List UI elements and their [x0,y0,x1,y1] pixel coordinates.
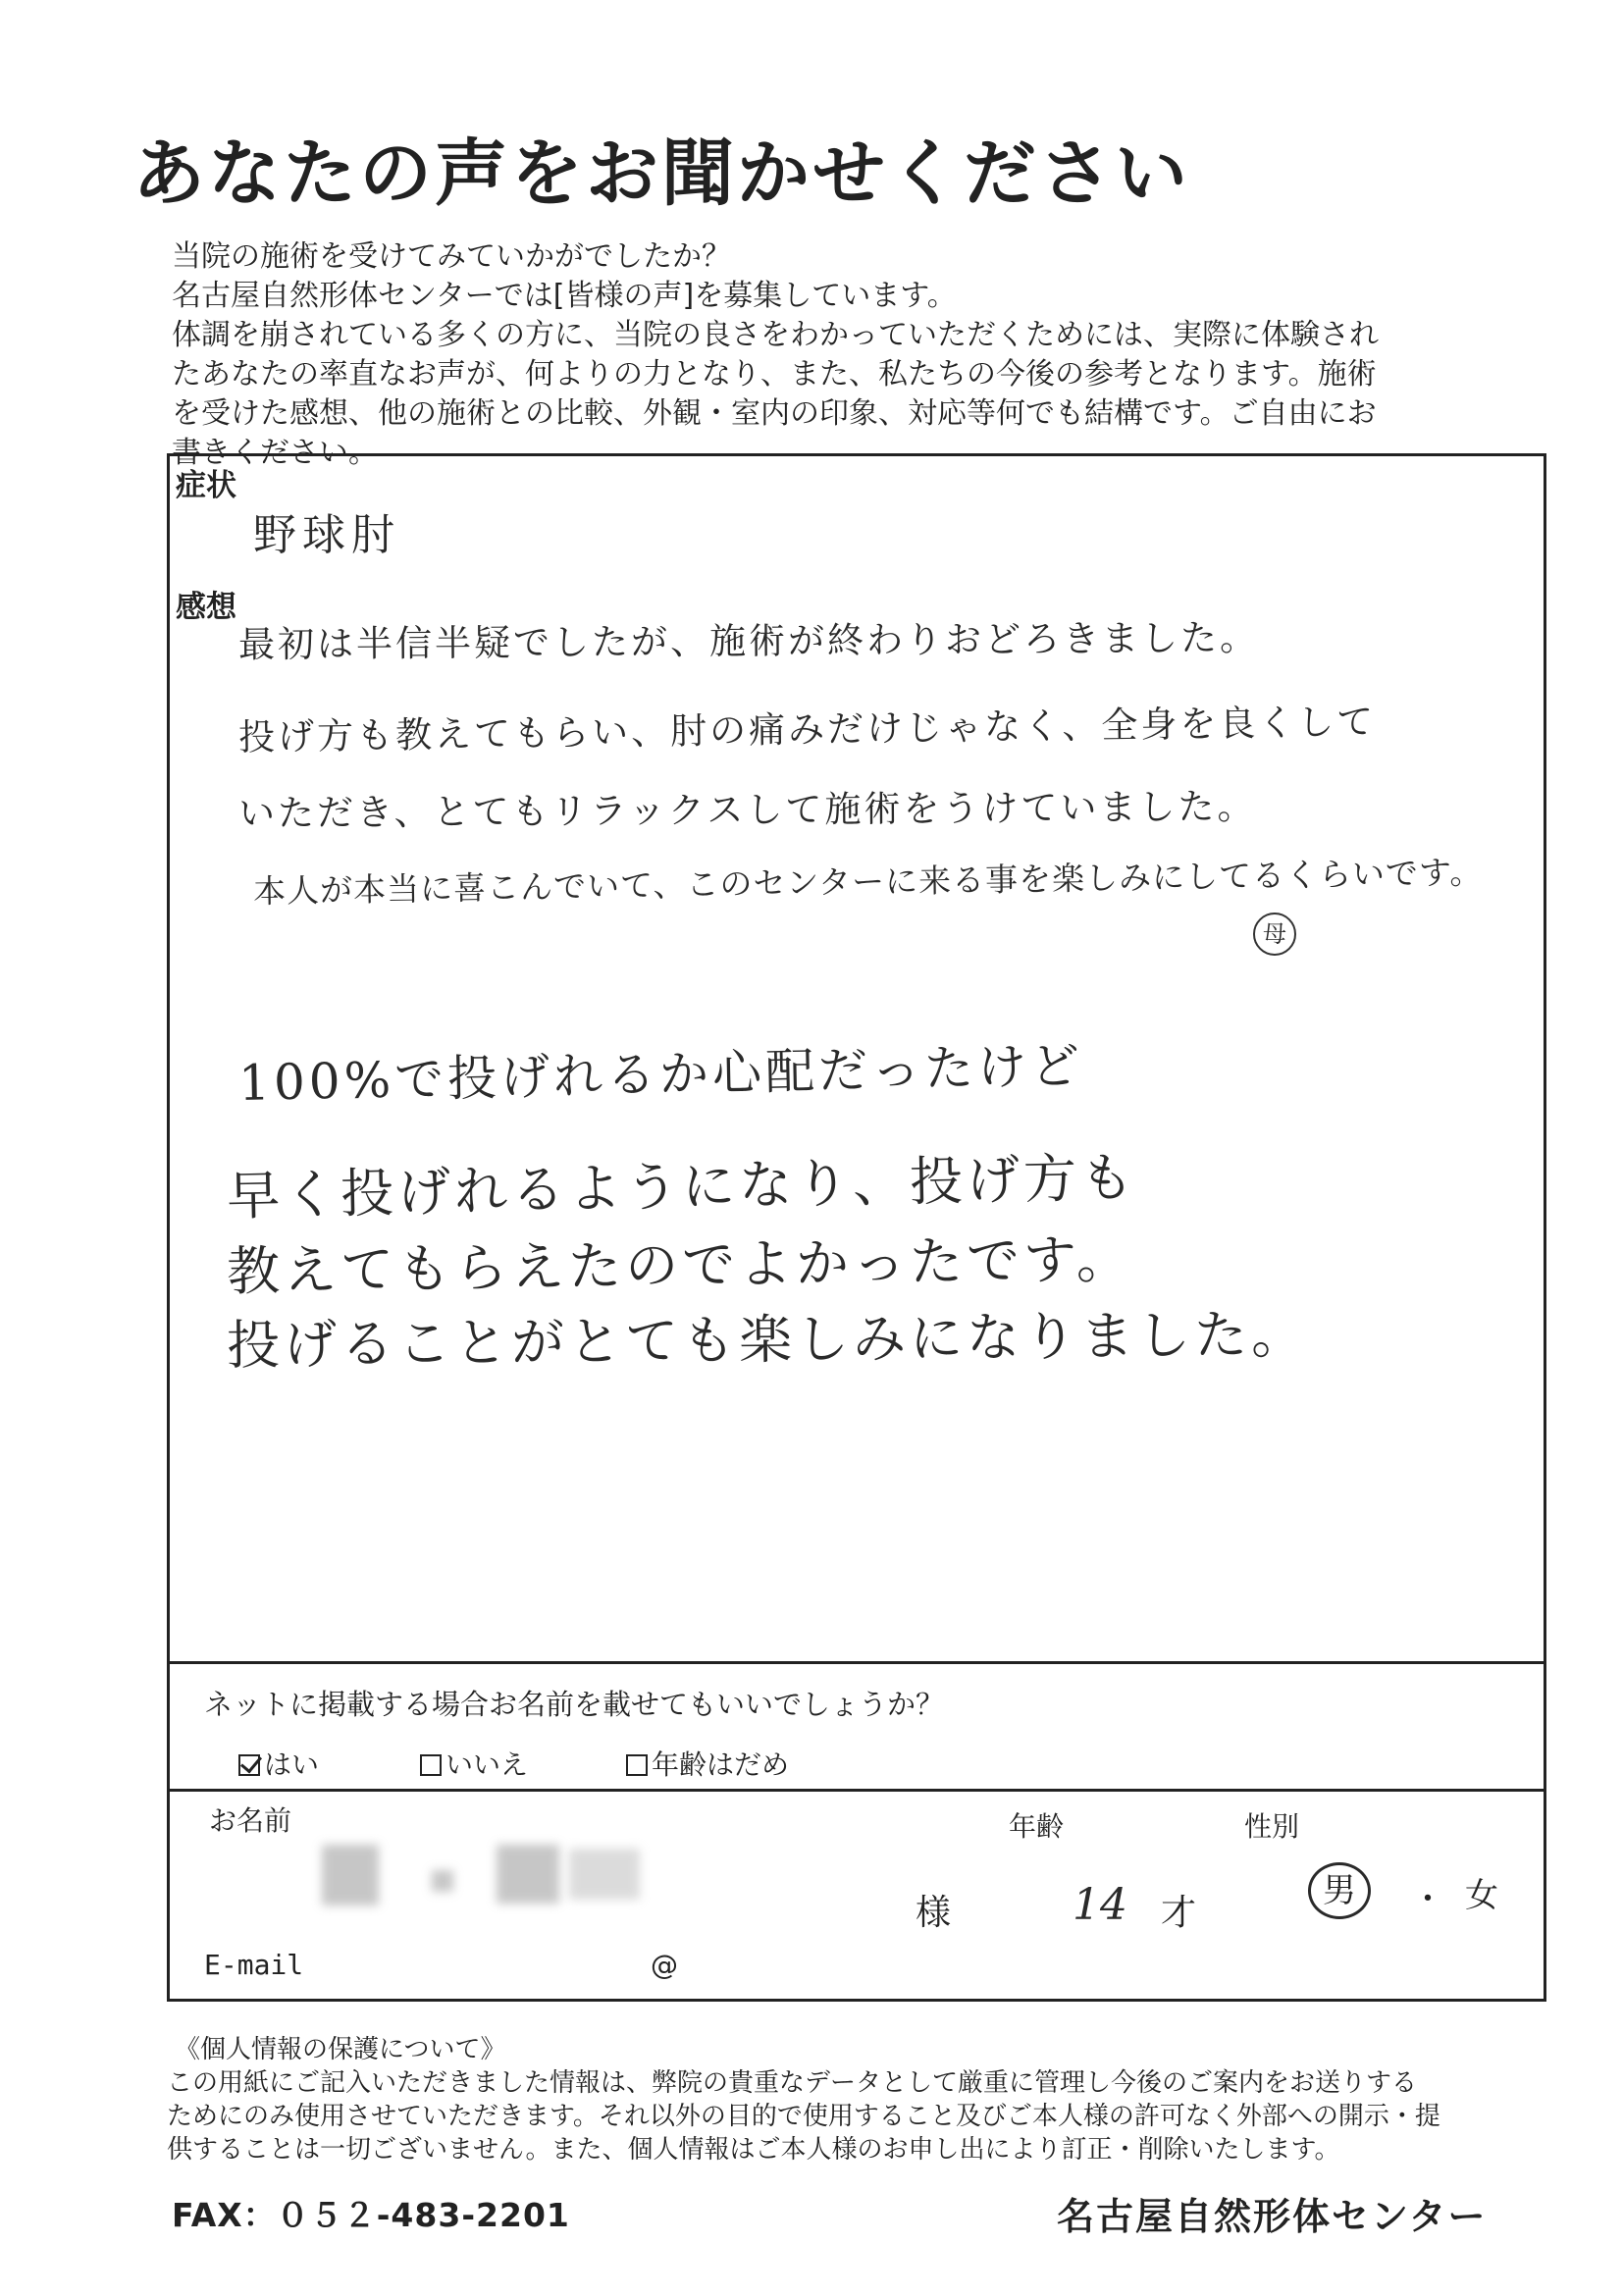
intro-line: たあなたの率直なお声が、何よりの力となり、また、私たちの今後の参考となります。施術 [172,357,1377,391]
comment-line: 投げることがとても楽しみになりました。 [226,1303,1309,1377]
symptom-label: 症状 [176,468,236,503]
page-title: あなたの声をお聞かせください [132,131,1190,216]
comment-line: 教えてもらえたのでよかったです。 [226,1227,1134,1303]
intro-text [172,237,1545,473]
comment-line: 100%で投げれるか心配だったけど [237,1036,1084,1113]
symptom-value: 野球肘 [253,510,400,560]
fax-number: FAX：０５２-483-2201 [172,2196,570,2234]
email-label: E-mail [204,1949,304,1981]
comment-line: 早く投げれるようになり、投げ方も [226,1146,1138,1227]
privacy-line: この用紙にご記入いただきました情報は、弊院の貴重なデータとして厳重に管理し今後のご案内をお送りする [167,2068,1418,2098]
personal-info-section [170,1792,1544,2000]
consent-option-no[interactable] [420,1744,528,1783]
gender-separator: ・ [1411,1880,1444,1919]
checkbox-icon[interactable] [626,1754,648,1776]
email-at-sign: @ [651,1949,678,1981]
feedback-area [170,456,1544,1664]
honorific: 様 [916,1893,952,1933]
age-value: 14 [1073,1880,1127,1930]
intro-line: 当院の施術を受けてみていかがでしたか？ [172,239,731,274]
impression-label: 感想 [176,590,236,625]
option-label: いいえ [445,1748,529,1781]
checkbox-icon[interactable] [420,1754,442,1776]
privacy-notice [167,2033,1541,2166]
mother-mark: 母 [1253,913,1296,956]
intro-line: を受けた感想、他の施術との比較、外観・室内の印象、対応等何でも結構です。ご自由にお [172,396,1377,431]
comment-line: 投げ方も教えてもらい、肘の痛みだけじゃなく、全身を良くして [237,700,1377,759]
option-label: はい [264,1748,320,1781]
gender-option-female[interactable]: 女 [1465,1876,1498,1915]
gender-label: 性別 [1244,1810,1300,1843]
privacy-line: 供することは一切ございません。また、個人情報はご本人様のお申し出により訂正・削除いたします。 [167,2135,1340,2165]
comment-line: 最初は半信半疑でしたが、施術が終わりおどろきました。 [237,616,1260,666]
privacy-line: ためにのみ使用させていただきます。それ以外の目的で使用すること及びご本人様の許可なく外部への開示・提 [167,2102,1440,2131]
name-label: お名前 [209,1804,292,1837]
organization-name: 名古屋自然形体センター [1057,2195,1488,2238]
intro-line: 書きください。 [172,436,378,470]
privacy-title: 《個人情報の保護について》 [175,2035,506,2064]
age-label: 年齢 [1009,1810,1065,1843]
consent-option-age-no[interactable] [626,1744,789,1783]
intro-line: 名古屋自然形体センターでは[皆様の声]を募集しています。 [172,279,957,313]
comment-line: いただき、とてもリラックスして施術をうけていました。 [237,785,1257,835]
option-label: 年齢はだめ [652,1748,790,1781]
consent-question: ネットに掲載する場合お名前を載せてもいいでしょうか？ [204,1688,945,1721]
checkbox-checked-icon[interactable] [238,1754,260,1776]
consent-option-yes[interactable] [238,1744,319,1783]
age-unit: 才 [1161,1893,1197,1933]
gender-option-male[interactable]: 男 [1308,1862,1371,1919]
comment-line: 本人が本当に喜こんでいて、このセンターに来る事を楽しみにしてるくらいです。 [252,853,1484,911]
name-value-redacted [322,1841,675,1909]
feedback-form [167,453,1546,2002]
consent-section [170,1661,1544,1792]
intro-line: 体調を崩されている多くの方に、当院の良さをわかっていただくためには、実際に体験され [172,318,1379,352]
